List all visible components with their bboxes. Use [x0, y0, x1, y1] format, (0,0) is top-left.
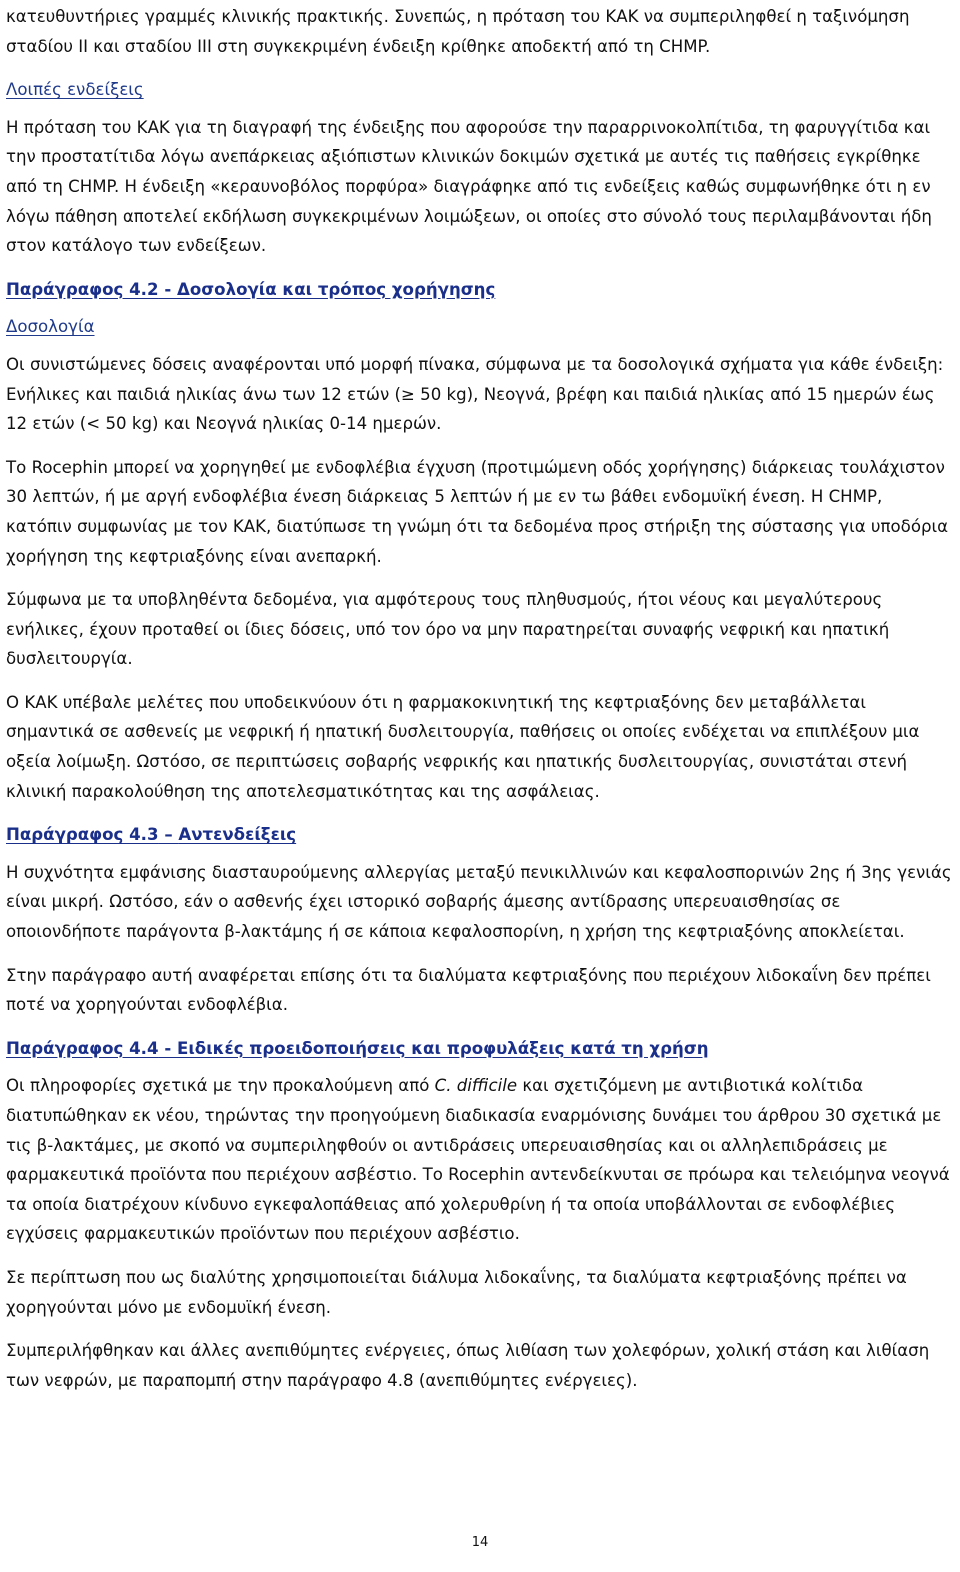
paragraph-adverse-reactions: Συμπεριλήφθηκαν και άλλες ανεπιθύμητες ενέργειες, όπως λιθίαση των χολεφόρων, χολική στάση και λιθίαση των νεφρών, με παραπομπή στην παράγραφο 4.8 (ανεπιθύμητες ενέργειες). [6, 1341, 930, 1390]
paragraph-populations: Σύμφωνα με τα υποβληθέντα δεδομένα, για αμφότερους τους πληθυσμούς, ήτοι νέους και μεγαλύτερους ενήλικες, έχουν προταθεί οι ίδιες δόσεις, υπό τον όρο να μην παρατηρείται συναφής νεφρική και ηπατική δυσλειτουργία. [6, 590, 890, 669]
section-number-4-4: Παράγραφος 4.4 [6, 1038, 159, 1058]
section-separator-4-4: - [158, 1038, 177, 1058]
paragraph-lidocaine-im: Σε περίπτωση που ως διαλύτης χρησιμοποιείται διάλυμα λιδοκαΐνης, τα διαλύματα κεφτριαξόνης πρέπει να χορηγούνται μόνο με ενδομυϊκή ένεση. [6, 1267, 907, 1317]
page-number: 14 [471, 1535, 489, 1550]
subheading-posology [6, 312, 952, 342]
organism-name: C. difficile [434, 1076, 518, 1096]
section-title-4-4: Ειδικές προειδοποιήσεις και προφυλάξεις κατά τη χρήση [177, 1038, 709, 1058]
section-number-4-3: Παράγραφος 4.3 [6, 825, 159, 845]
section-separator-4-2: - [158, 279, 177, 299]
paragraph-administration-route: Το Rocephin μπορεί να χορηγηθεί με ενδοφλέβια έγχυση (προτιμώμενη οδός χορήγησης) διάρκειας τουλάχιστον 30 λεπτών, ή με αργή ενδοφλέβια ένεση διάρκειας 5 λεπτών ή με εν τω βάθει ενδομυϊκή ένεση. Η CHMP, κατόπιν συμφωνίας με τον ΚΑΚ, διατύπωσε τη γνώμη ότι τα δεδομένα προς στήριξη της σύστασης για υποδόρια χορήγηση της κεφτριαξόνης είναι ανεπαρκή. [6, 457, 949, 566]
paragraph-stage-classification: κατευθυντήριες γραμμές κλινικής πρακτικής. Συνεπώς, η πρόταση του ΚΑΚ να συμπεριληφθεί η ταξινόμηση σταδίου II και σταδίου III στη συγκεκριμένη ένδειξη κρίθηκε αποδεκτή από τη CHMP. [6, 7, 910, 56]
paragraph-recommended-doses: Οι συνιστώμενες δόσεις αναφέρονται υπό μορφή πίνακα, σύμφωνα με τα δοσολογικά σχήματα για κάθε ένδειξη: Ενήλικες και παιδιά ηλικίας άνω των 12 ετών (≥ 50 kg), Νεογνά, βρέφη και παιδιά ηλικίας από 15 ημερών έως 12 ετών (< 50 kg) και Νεογνά ηλικίας 0-14 ημερών. [6, 354, 944, 434]
paragraph-pharmacokinetics: Ο ΚΑΚ υπέβαλε μελέτες που υποδεικνύουν ότι η φαρμακοκινητική της κεφτριαξόνης δεν μεταβάλλεται σημαντικά σε ασθενείς με νεφρική ή ηπατική δυσλειτουργία, παθήσεις οι οποίες ενδέχεται να επιπλέξουν μια οξεία λοίμωξη. Ωστόσο, σε περιπτώσεις σοβαρής νεφρικής και ηπατικής δυσλειτουργίας, συνιστάται στενή κλινική παρακολούθηση της αποτελεσματικότητας και της ασφάλειας. [6, 692, 920, 801]
paragraph-c-difficile-before: Οι πληροφορίες σχετικά με την προκαλούμενη από [6, 1076, 435, 1096]
section-number-4-2: Παράγραφος 4.2 [6, 279, 159, 299]
section-title-4-3: Αντενδείξεις [178, 825, 297, 845]
section-heading-4-3 [6, 820, 952, 850]
subheading-other-indications [6, 75, 952, 105]
paragraph-lidocaine-iv: Στην παράγραφο αυτή αναφέρεται επίσης ότι τα διαλύματα κεφτριαξόνης που περιέχουν λιδοκαΐνη δεν πρέπει ποτέ να χορηγούνται ενδοφλέβια. [6, 965, 931, 1015]
subheading-other-indications-text: Λοιπές ενδείξεις [6, 80, 144, 100]
subheading-posology-text: Δοσολογία [6, 317, 95, 337]
section-separator-4-3: – [158, 825, 179, 845]
section-heading-4-4 [6, 1034, 952, 1064]
section-heading-4-2 [6, 275, 952, 305]
paragraph-cross-allergy: Η συχνότητα εμφάνισης διασταυρούμενης αλλεργίας μεταξύ πενικιλλινών και κεφαλοσπορινών 2ης ή 3ης γενιάς είναι μικρή. Ωστόσο, εάν ο ασθενής έχει ιστορικό σοβαρής άμεσης αντίδρασης υπερευαισθησίας σε οποιονδήποτε παράγοντα β-λακτάμης ή σε κάποια κεφαλοσπορίνη, η χρήση της κεφτριαξόνης αποκλείεται. [6, 862, 952, 942]
paragraph-c-difficile [6, 1071, 952, 1249]
paragraph-indication-removal: Η πρόταση του ΚΑΚ για τη διαγραφή της ένδειξης που αφορούσε την παραρρινοκολπίτιδα, τη φαρυγγίτιδα και την προστατίτιδα λόγω ανεπάρκειας αξιόπιστων κλινικών δοκιμών σχετικά με αυτές τις παθήσεις εγκρίθηκε από τη CHMP. Η ένδειξη «κεραυνοβόλος πορφύρα» διαγράφηκε από τις ενδείξεις καθώς συμφωνήθηκε ότι η εν λόγω πάθηση αποτελεί εκδήλωση συγκεκριμένων λοιμώξεων, οι οποίες στο σύνολό τους περιλαμβάνονται ήδη στον κατάλογο των ενδείξεων. [6, 117, 932, 256]
paragraph-c-difficile-after: και σχετιζόμενη με αντιβιοτικά κολίτιδα διατυπώθηκαν εκ νέου, τηρώντας την προηγούμενη διαδικασία εναρμόνισης δυνάμει του άρθρου 30 σχετικά με τις β-λακτάμες, με σκοπό να συμπεριληφθούν οι αντιδράσεις υπερευαισθησίας και οι αλληλεπιδράσεις με φαρμακευτικά προϊόντα που περιέχουν ασβέστιο. Το Rocephin αντενδείκνυται σε πρόωρα και τελειόμηνα νεογνά τα οποία διατρέχουν κίνδυνο εγκεφαλοπάθειας από χολερυθρίνη ή τα οποία υποβάλλονται σε ενδοφλέβιες εγχύσεις φαρμακευτικών προϊόντων που περιέχουν ασβέστιο. [6, 1076, 950, 1244]
section-title-4-2: Δοσολογία και τρόπος χορήγησης [177, 279, 496, 299]
